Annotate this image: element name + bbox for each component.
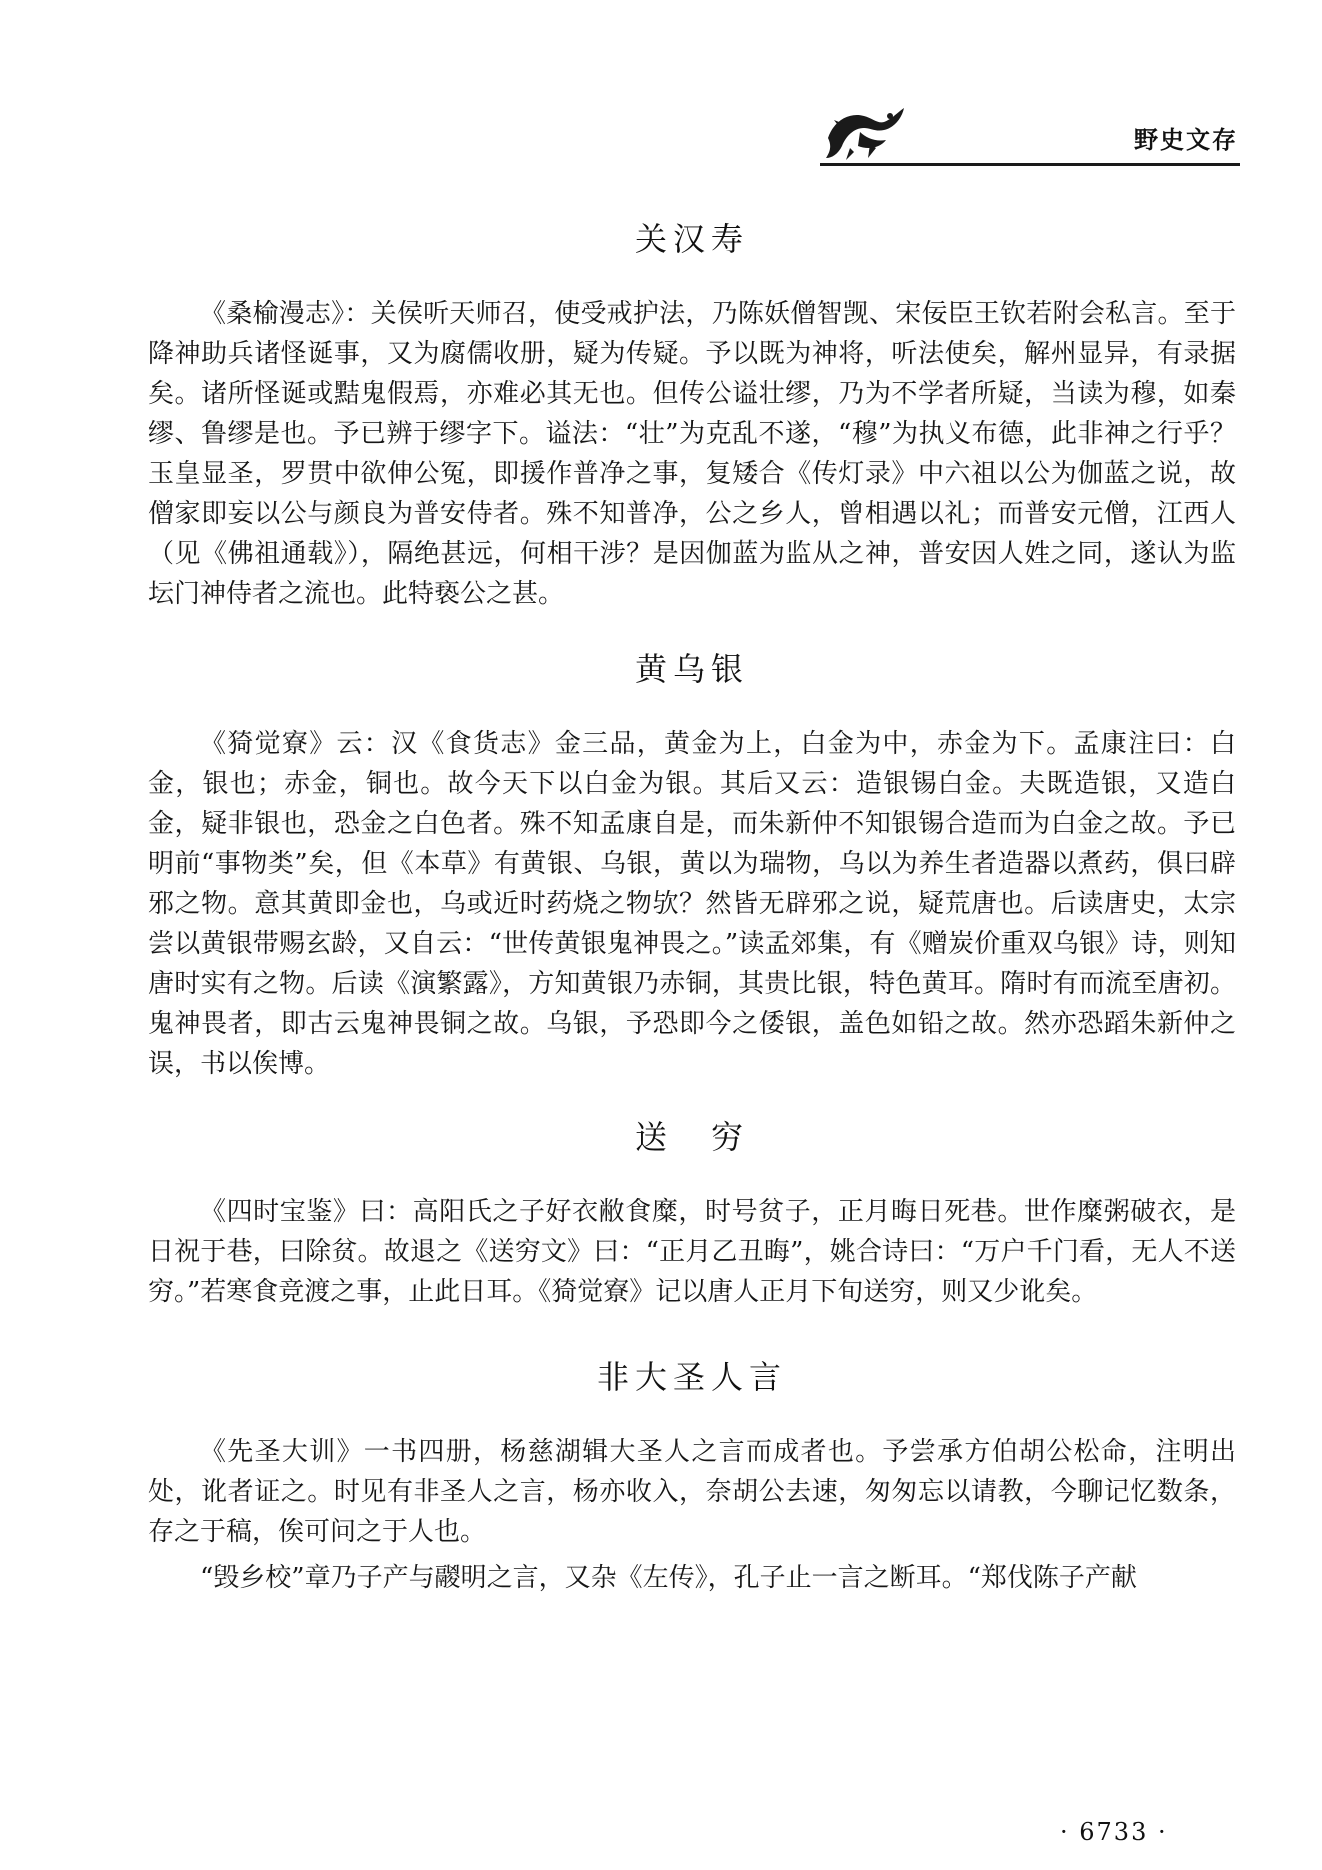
section-huang-wu-yin [148, 644, 1236, 1084]
page-number: · 6733 · [1060, 1818, 1168, 1846]
paragraph: “毁乡校”章乃子产与鬷明之言，又杂《左传》，孔子止一言之断耳。“郑伐陈子产献 [200, 1563, 1137, 1593]
section-fei-da-sheng-ren-yan [148, 1352, 1236, 1598]
section-title: 黄乌银 [634, 650, 749, 688]
section-title: 送 穷 [634, 1118, 749, 1156]
section-song-qiong [148, 1112, 1236, 1312]
page-content [148, 200, 1236, 1598]
running-header [820, 98, 1240, 170]
paragraph: 《先圣大训》一书四册，杨慈湖辑大圣人之言而成者也。予尝承方伯胡公松命，注明出处，讹者证之。时见有非圣人之言，杨亦收入，奈胡公去速，匆匆忘以请教，今聊记忆数条，存之于稿，俟可问之于人也。 [148, 1437, 1236, 1547]
section-guan-hanshou [148, 214, 1236, 614]
section-title: 关汉寿 [634, 220, 749, 258]
section-title: 非大圣人言 [596, 1358, 787, 1396]
paragraph: 《桑榆漫志》：关侯听天师召，使受戒护法，乃陈妖僧智觊、宋佞臣王钦若附会私言。至于降神助兵诸怪诞事，又为腐儒收册，疑为传疑。予以既为神将，听法使矣，解州显异，有录据矣。诸所怪诞或黠鬼假焉，亦难必其无也。但传公谥壮缪，乃为不学者所疑，当读为穆，如秦缪、鲁缪是也。予已辨于缪字下。谥法：“壮”为克乱不遂，“穆”为执义布德，此非神之行乎？玉皇显圣，罗贯中欲伸公冤，即援作普净之事，复矮合《传灯录》中六祖以公为伽蓝之说，故僧家即妄以公与颜良为普安侍者。殊不知普净，公之乡人，曾相遇以礼；而普安元僧，江西人（见《佛祖通载》），隔绝甚远，何相干涉？是因伽蓝为监从之神，普安因人姓之同，遂认为监坛门神侍者之流也。此特亵公之甚。 [148, 299, 1236, 609]
series-title: 野史文存 [1134, 126, 1238, 154]
paragraph: 《猗觉寮》云：汉《食货志》金三品，黄金为上，白金为中，赤金为下。孟康注曰：白金，银也；赤金，铜也。故今天下以白金为银。其后又云：造银锡白金。夫既造银，又造白金，疑非银也，恐金之白色者。殊不知孟康自是，而朱新仲不知银锡合造而为白金之故。予已明前“事物类”矣，但《本草》有黄银、乌银，黄以为瑞物，乌以为养生者造器以煮药，俱曰辟邪之物。意其黄即金也，乌或近时药烧之物欤？然皆无辟邪之说，疑荒唐也。后读唐史，太宗尝以黄银带赐玄龄，又自云：“世传黄银鬼神畏之。”读孟郊集，有《赠炭价重双乌银》诗，则知唐时实有之物。后读《演繁露》，方知黄银乃赤铜，其贵比银，特色黄耳。隋时有而流至唐初。鬼神畏者，即古云鬼神畏铜之故。乌银，予恐即今之倭银，盖色如铅之故。然亦恐蹈朱新仲之误，书以俟博。 [148, 729, 1236, 1079]
header-rule [820, 163, 1240, 166]
dragon-emblem-icon [820, 98, 910, 164]
paragraph: 《四时宝鉴》曰：高阳氏之子好衣敝食糜，时号贫子，正月晦日死巷。世作糜粥破衣，是日祝于巷，曰除贫。故退之《送穷文》曰：“正月乙丑晦”，姚合诗曰：“万户千门看，无人不送穷。”若寒食竞渡之事，止此日耳。《猗觉寮》记以唐人正月下旬送穷，则又少讹矣。 [148, 1197, 1236, 1307]
